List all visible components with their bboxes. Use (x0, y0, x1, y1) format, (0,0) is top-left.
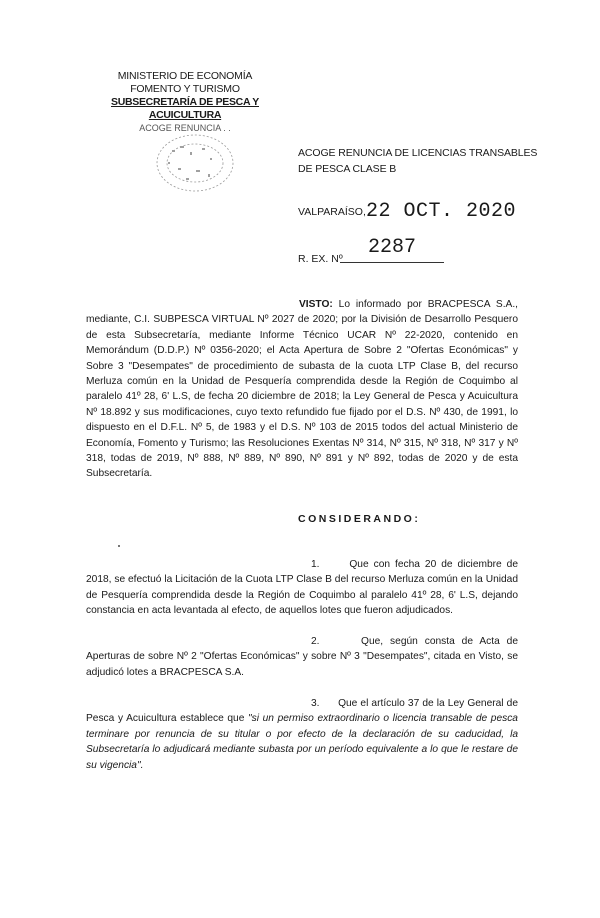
ministry-subname: FOMENTO Y TURISMO (130, 83, 240, 95)
document-subject: ACOGE RENUNCIA DE LICENCIAS TRANSABLES DE PESCA CLASE B (298, 147, 538, 175)
ministry-name: MINISTERIO DE ECONOMÍA (117, 70, 253, 82)
header-note: ACOGE RENUNCIA . . (139, 123, 231, 133)
considerando-item-2 (86, 634, 518, 680)
item-number: 2. (311, 636, 320, 647)
considerando-heading: CONSIDERANDO: (298, 513, 421, 525)
document-date: 22 OCT. 2020 (366, 200, 517, 223)
considerando-item-1 (86, 557, 518, 619)
item-text: Que con fecha 20 de diciembre de 2018, se efectuó la Licitación de la Cuota LTP Clase B del recurso Merluza común en la Unidad de Pesquería comprendida desde la Región de Coquimbo al paralelo 41º 28, 6' L.S, dejando constancia en acta levantada al efecto, de aquellos lotes que fueron adjudicados. (86, 559, 519, 617)
ministry-header (85, 70, 285, 135)
considerando-item-3 (86, 696, 518, 773)
item-quote: "si un permiso extraordinario o licencia transable de pesca terminare por renuncia de su titular o por efecto de la declaración de su caducidad, la Subsecretaría lo adjudicará mediante subasta por un período equivalente a lo que le restare de su vigencia". (86, 713, 518, 771)
visto-text: Lo informado por BRACPESCA S.A., mediante, C.I. SUBPESCA VIRTUAL Nº 2027 de 2020; por la División de Desarrollo Pesquero de esta Subsecretaría, mediante Informe Técnico UCAR Nº 22-2020, contenido en Memorándum (D.D.P.) Nº 0356-2020; el Acta Apertura de Sobre 2 "Ofertas Económicas" y Sobre 3 "Desempates" de procedimiento de subasta de la cuota LTP Clase B, del recurso Merluza común en la Unidad de Pesquería comprendida desde la Región de Coquimbo al paralelo 41º 28, 6' L.S, de fecha 20 diciembre de 2018; la Ley General de Pesca y Acuicultura Nº 18.892 y sus modificaciones, cuyo texto refundido fue fijado por el D.S. Nº 430, de 1991, lo dispuesto en el D.F.L. Nº 5, de 1983 y el D.S. Nº 103 de 2015 todos del actual Ministerio de Economía, Fomento y Turismo; las Resoluciones Exentas Nº 314, Nº 315, Nº 318, Nº 317 y Nº 318, todas de 2019, Nº 888, Nº 889, Nº 890, Nº 891 y Nº 892, todas de 2020 y de esta Subsecretaría. (86, 299, 518, 480)
resolution-label: R. EX. Nº (298, 253, 343, 265)
visto-paragraph (86, 297, 518, 482)
resolution-number: 2287 (368, 236, 417, 259)
subsecretaria-name: SUBSECRETARÍA DE PESCA Y ACUICULTURA (111, 96, 259, 121)
item-number: 1. (311, 559, 320, 570)
scan-speck (118, 545, 120, 547)
place-label: VALPARAÍSO, (298, 206, 366, 218)
official-stamp-icon (150, 128, 240, 198)
visto-label: VISTO: (299, 299, 333, 310)
item-number: 3. (311, 698, 320, 709)
item-text: Que, según consta de Acta de Aperturas de sobre Nº 2 "Ofertas Económicas" y sobre Nº 3 "Desempates", citada en Visto, se adjudicó lotes a BRACPESCA S.A. (86, 636, 519, 678)
item-text: Que el artículo 37 de la Ley General de Pesca y Acuicultura establece que (86, 698, 518, 725)
